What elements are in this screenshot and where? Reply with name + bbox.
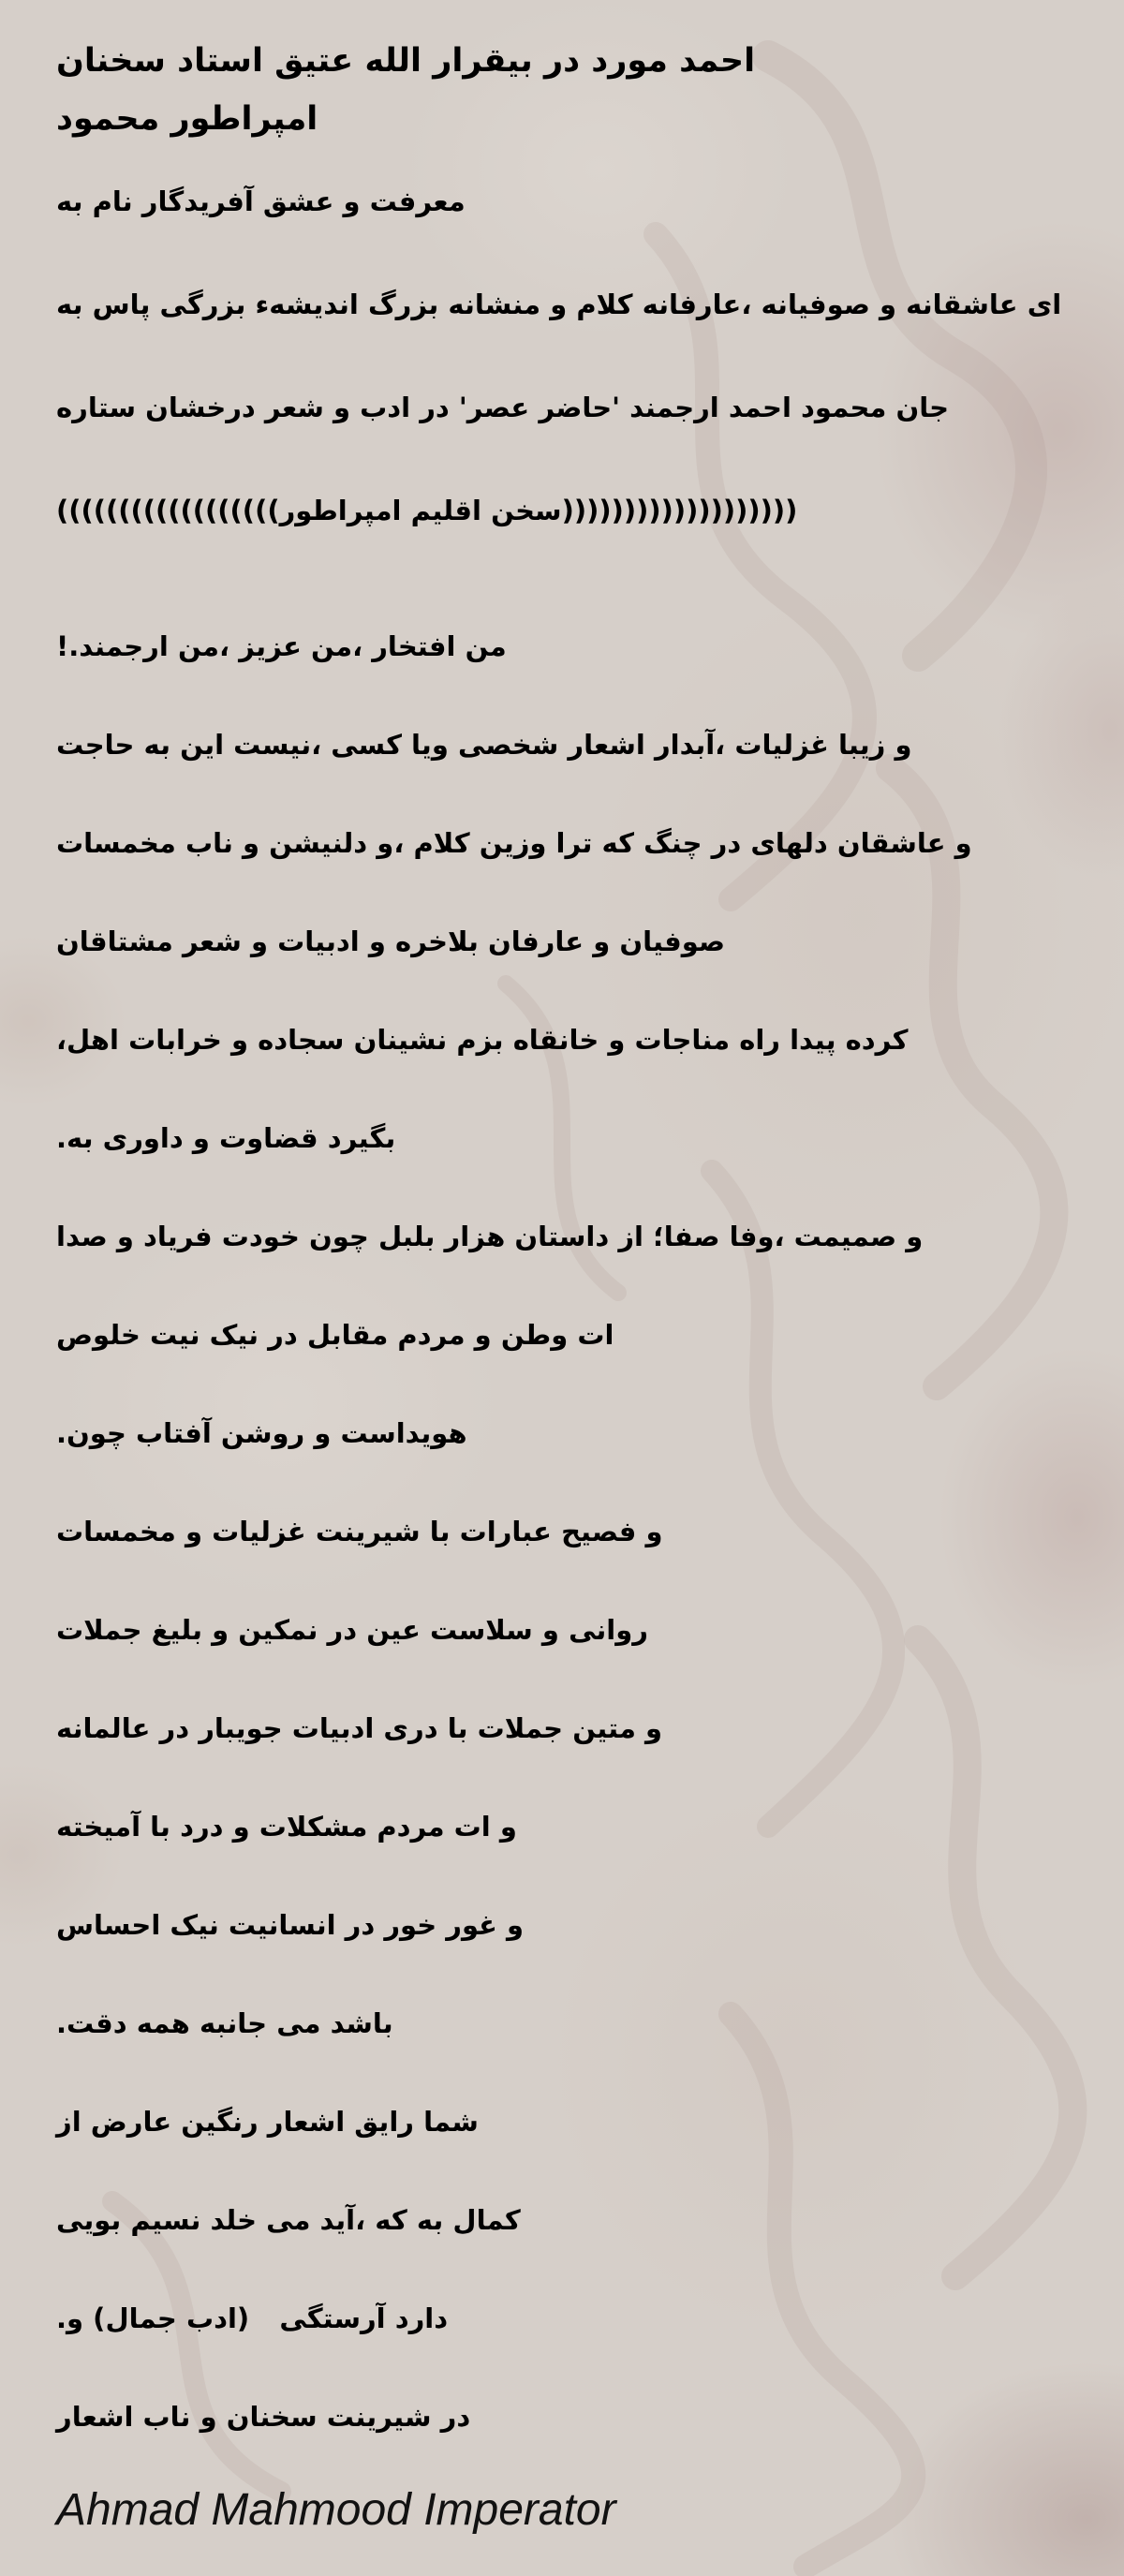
poet-name: Ahmad Mahmood Imperator [56,2485,616,2535]
poem-line: .دقت همه جانبه می باشد [56,2007,393,2039]
poem-line: به پاس بزرگی اندیشهء بزرگ منشانه و کلام عارفانه، صوفیانه و عاشقانه ای [56,289,1062,320]
poem-line: مشتاقان شعر و ادبیات و بلاخره عارفان و صوفیان [56,925,726,957]
poem-line: .چون آفتاب روشن و هویداست [56,1417,467,1449]
poem-line: .به داوری و قضاوت بگیرد [56,1122,396,1154]
poem-line: احساس نیک انسانیت در خور غور و [56,1909,525,1941]
poem-line: عالمانه در جویبار ادبیات دری با جملات متین و [56,1712,663,1744]
poem-line: اشعار ناب و سخنان شیرینت در [56,2401,471,2433]
poem-line: مخمسات و غزلیات شیرینت با عبارات فصیح و [56,1516,663,1547]
poem-line: ((((((((((((((((((امپراطور اقلیم سخن))))))))))))))))))) [56,495,798,526]
poem-line: ،اهل خرابات و سجاده نشینان بزم خانقاه و مناجات راه پیدا کرده [56,1024,909,1056]
poem-title-line: محمود امپراطور [56,100,318,138]
poem-line: مخمسات ناب و دلنیشن و، کلام وزین ترا که چنگ در دلهای عاشقان و [56,827,972,859]
poem-line: آمیخته با درد و مشکلات مردم ات و [56,1811,517,1843]
poem-title [56,32,1087,148]
poem-title-line: سخنان استاد عتیق الله بیقرار در مورد احمد [56,42,756,80]
poem-line: ستاره درخشان شعر و ادب در 'عصر حاضر' ارجمند احمد محمود جان [56,392,950,423]
poem-line: !.ارجمند من، عزیز من، افتخار من [56,630,507,662]
poem-line: خلوص نیت نیک در مقابل مردم و وطن ات [56,1319,614,1351]
poem-line: .و (جمال ادب) آرستگی دارد [56,2302,449,2334]
poem-line: صدا و فریاد خودت چون بلبل هزار داستان از صفا؛ وفا، صمیمت و [56,1221,924,1252]
poem-line: به نام آفریدگار عشق و معرفت [56,185,466,217]
poem-line: از عارض رنگین اشعار رایق شما [56,2106,479,2138]
poem-line: حاجت به این نیست، کسی ویا شخصی اشعار آبدار، غزلیات زیبا و [56,729,912,761]
poem-line: بویی نسیم خلد می آید، که به کمال [56,2204,521,2236]
poem-line: جملات بلیغ و نمکین در عین سلاست و روانی [56,1614,648,1646]
